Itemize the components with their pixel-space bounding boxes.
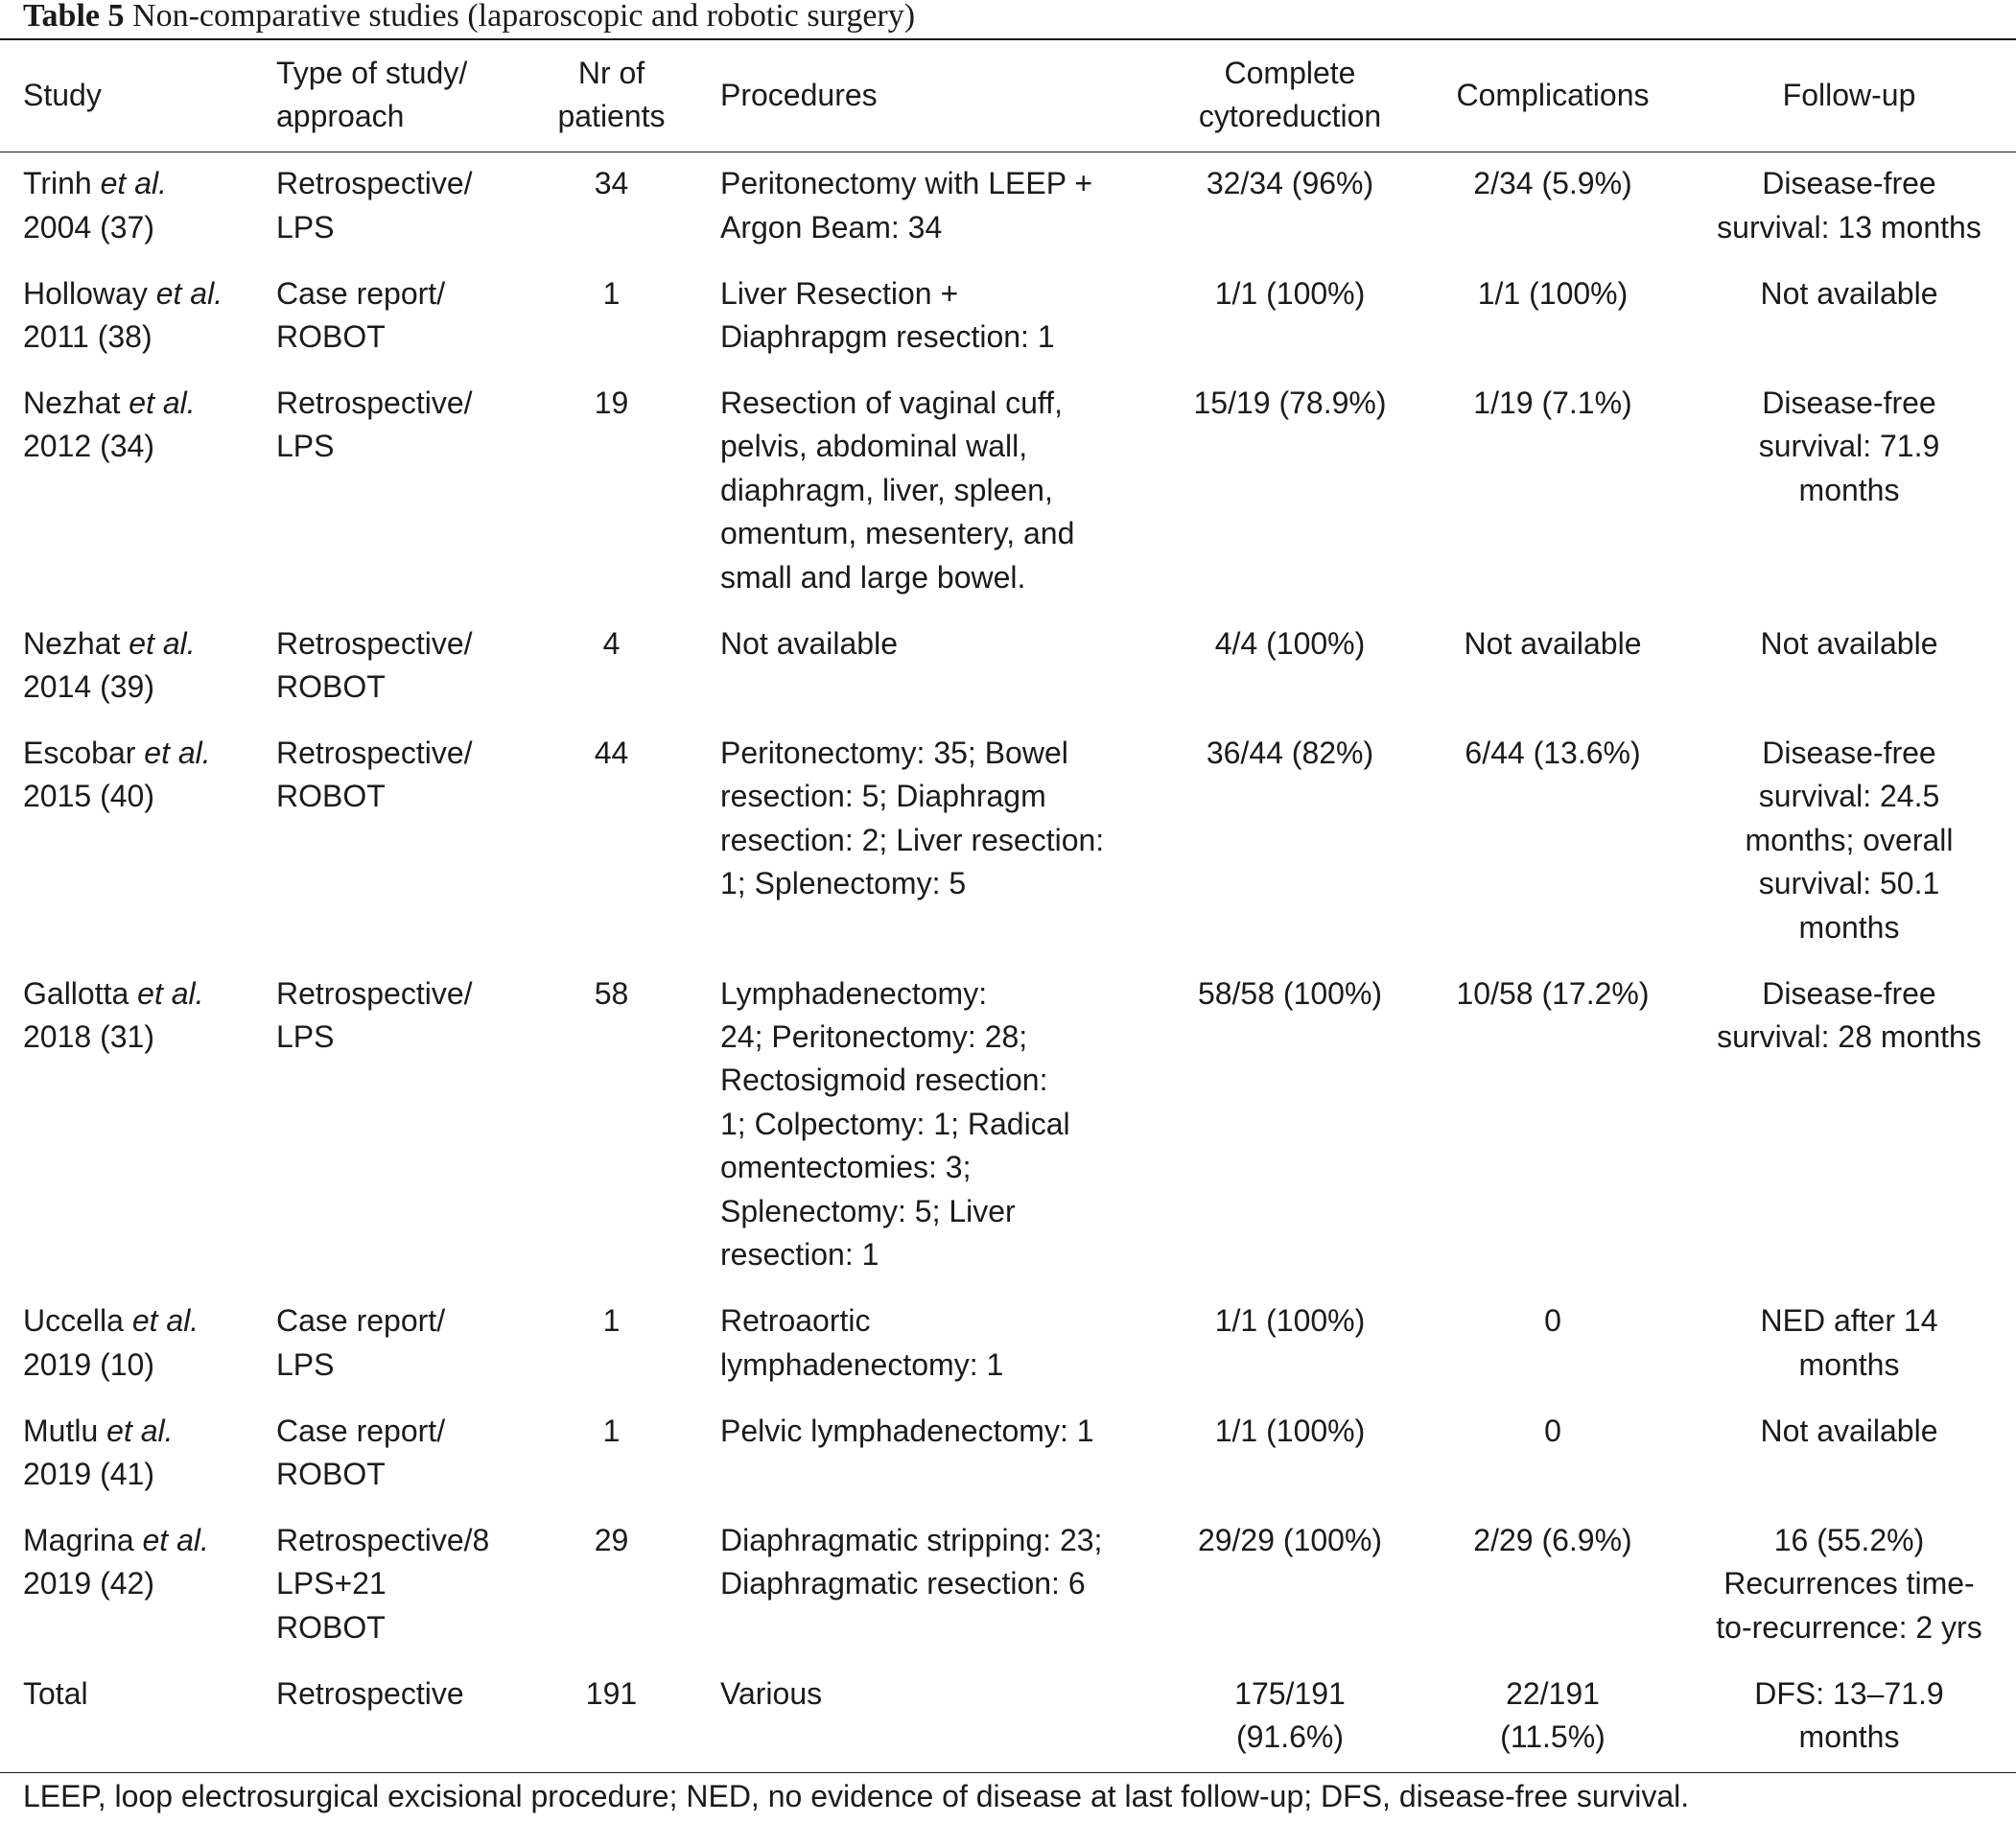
cell-line: Resection of vaginal cuff, [720, 386, 1063, 421]
column-header-cytoreduction [1146, 40, 1434, 152]
cell-procedures [686, 152, 1146, 262]
table-row [0, 962, 2016, 1289]
cell-study [0, 1290, 271, 1399]
cell-patients [537, 1508, 686, 1662]
cell-line: 15/19 (78.9%) [1193, 386, 1387, 421]
cell-type [271, 721, 537, 962]
cell-line: 1/1 (100%) [1214, 1303, 1366, 1339]
cell-cytoreduction [1146, 612, 1434, 721]
cell-line: Retrospective/ [276, 166, 473, 201]
header-line: approach [276, 99, 405, 134]
header-line: Nr of [577, 55, 645, 90]
cell-line: 2/34 (5.9%) [1473, 166, 1632, 201]
cell-line: Case report/ [276, 1413, 446, 1448]
cell-line: 175/191 [1234, 1675, 1346, 1711]
study-et-al: et al. [106, 1413, 174, 1448]
cell-line: 191 [585, 1675, 638, 1711]
cell-line: Not available [720, 625, 898, 661]
cell-line: Case report/ [276, 1303, 446, 1339]
study-reference: 2019 (42) [23, 1566, 154, 1601]
cell-line: months [1798, 1719, 1900, 1755]
cell-type [271, 1662, 537, 1771]
cell-line: ROBOT [276, 319, 386, 355]
cell-line: 4 [602, 625, 621, 661]
cell-patients [537, 612, 686, 721]
cell-line: ROBOT [276, 1456, 386, 1491]
cell-study [0, 1508, 271, 1662]
cell-line: Not available [1760, 275, 1938, 311]
study-et-al: et al. [131, 1303, 199, 1339]
study-et-al: et al. [144, 736, 211, 771]
cell-type [271, 371, 537, 612]
cell-complications [1434, 962, 1682, 1289]
cell-line: survival: 50.1 [1758, 866, 1940, 901]
cell-line: resection: 1 [720, 1237, 879, 1273]
cell-line: Disease-free [1762, 166, 1936, 201]
study-author: Mutlu [23, 1413, 99, 1448]
cell-cytoreduction [1146, 1508, 1434, 1662]
cell-study [0, 262, 271, 371]
header-line: Type of study/ [276, 55, 468, 90]
cell-line: 1/1 (100%) [1214, 275, 1366, 311]
cell-patients [537, 962, 686, 1289]
cell-line: 19 [594, 386, 629, 421]
cell-study [0, 1662, 271, 1771]
cell-line: Disease-free [1762, 736, 1936, 771]
cell-line: ROBOT [276, 669, 386, 705]
cell-cytoreduction [1146, 1662, 1434, 1771]
cell-line: survival: 28 months [1717, 1019, 1981, 1055]
cell-study [0, 612, 271, 721]
cell-type [271, 962, 537, 1289]
table-row [0, 371, 2016, 612]
table-label: Table 5 [23, 0, 125, 34]
cell-line: LPS [276, 1346, 335, 1382]
cell-line: 29 [594, 1522, 629, 1557]
cell-type [271, 1290, 537, 1399]
cell-line: Peritonectomy: 35; Bowel [720, 736, 1068, 771]
cell-patients [537, 1662, 686, 1771]
study-reference: 2004 (37) [23, 209, 154, 245]
table-row [0, 721, 2016, 962]
header-row [0, 40, 2016, 152]
study-author: Trinh [23, 166, 92, 201]
table-row [0, 1399, 2016, 1508]
cell-line: omentum, mesentery, and [720, 516, 1075, 551]
cell-complications [1434, 371, 1682, 612]
table-row-total [0, 1662, 2016, 1771]
cell-cytoreduction [1146, 1290, 1434, 1399]
cell-line: 2/29 (6.9%) [1473, 1522, 1632, 1557]
cell-follow-up [1682, 1662, 2016, 1771]
table-row [0, 1290, 2016, 1399]
cell-follow-up [1682, 371, 2016, 612]
study-author: Holloway [23, 275, 148, 311]
cell-procedures [686, 1662, 1146, 1771]
cell-line: Not available [1464, 625, 1642, 661]
cell-line: survival: 24.5 [1758, 779, 1940, 814]
cell-procedures [686, 721, 1146, 962]
study-et-al: et al. [142, 1522, 209, 1557]
cell-line: resection: 2; Liver resection: [720, 822, 1105, 857]
table-title: Non-comparative studies (laparoscopic and robotic surgery) [132, 0, 916, 34]
cell-line: Various [720, 1675, 823, 1711]
cell-cytoreduction [1146, 262, 1434, 371]
header-line: Complete [1224, 55, 1356, 90]
study-et-al: et al. [129, 386, 196, 421]
cell-line: survival: 71.9 [1758, 429, 1940, 464]
cell-line: 34 [594, 166, 629, 201]
cell-line: 10/58 (17.2%) [1456, 975, 1650, 1011]
cell-study [0, 1399, 271, 1508]
study-author: Magrina [23, 1522, 134, 1557]
cell-line: Case report/ [276, 275, 446, 311]
column-header-study [0, 40, 271, 152]
column-header-type [271, 40, 537, 152]
cell-line: survival: 13 months [1717, 209, 1981, 245]
table-caption [0, 0, 2016, 38]
cell-line: LPS [276, 1019, 335, 1055]
cell-line: 4/4 (100%) [1214, 625, 1366, 661]
cell-study [0, 721, 271, 962]
cell-line: Lymphadenectomy: [720, 975, 988, 1011]
cell-line: 1/1 (100%) [1477, 275, 1629, 311]
cell-follow-up [1682, 612, 2016, 721]
cell-line: NED after 14 [1760, 1303, 1938, 1339]
table-row [0, 262, 2016, 371]
study-author: Total [23, 1675, 88, 1711]
study-reference: 2019 (41) [23, 1456, 154, 1491]
cell-line: 0 [1544, 1413, 1561, 1448]
cell-complications [1434, 1662, 1682, 1771]
cell-follow-up [1682, 1290, 2016, 1399]
cell-line: LPS [276, 209, 335, 245]
cell-line: 29/29 (100%) [1197, 1522, 1383, 1557]
cell-line: lymphadenectomy: 1 [720, 1346, 1004, 1382]
cell-complications [1434, 1290, 1682, 1399]
cell-cytoreduction [1146, 1399, 1434, 1508]
cell-line: 0 [1544, 1303, 1561, 1339]
cell-procedures [686, 262, 1146, 371]
cell-line: Diaphragmatic stripping: 23; [720, 1522, 1103, 1557]
study-reference: 2019 (10) [23, 1346, 154, 1382]
cell-complications [1434, 612, 1682, 721]
cell-line: 32/34 (96%) [1206, 166, 1374, 201]
table-body [0, 152, 2016, 1772]
cell-patients [537, 721, 686, 962]
study-reference: 2014 (39) [23, 669, 154, 705]
study-author: Gallotta [23, 975, 129, 1011]
cell-line: 1 [602, 1303, 621, 1339]
cell-line: Recurrences time- [1723, 1566, 1975, 1601]
cell-line: 24; Peritonectomy: 28; [720, 1019, 1028, 1055]
cell-line: omentectomies: 3; [720, 1150, 972, 1185]
study-author-line [23, 382, 271, 425]
cell-line: months [1798, 1346, 1900, 1382]
cell-patients [537, 371, 686, 612]
studies-table [0, 40, 2016, 1772]
table-row [0, 612, 2016, 721]
cell-line: small and large bowel. [720, 559, 1026, 595]
cell-line: Not available [1760, 625, 1938, 661]
table-row [0, 152, 2016, 262]
cell-type [271, 1508, 537, 1662]
cell-type [271, 262, 537, 371]
study-author-line [23, 622, 271, 666]
cell-procedures [686, 1399, 1146, 1508]
cell-line: Retrospective [276, 1675, 464, 1711]
cell-line: Disease-free [1762, 975, 1936, 1011]
cell-follow-up [1682, 1508, 2016, 1662]
cell-line: 1; Splenectomy: 5 [720, 866, 967, 901]
header-line: Complications [1456, 77, 1650, 112]
column-header-follow-up [1682, 40, 2016, 152]
cell-line: Retrospective/ [276, 386, 473, 421]
cell-line: 1 [602, 275, 621, 311]
cell-complications [1434, 721, 1682, 962]
cell-patients [537, 1399, 686, 1508]
cell-line: 22/191 [1506, 1675, 1600, 1711]
cell-line: Peritonectomy with LEEP + [720, 166, 1093, 201]
cell-line: 58 [594, 975, 629, 1011]
study-et-al: et al. [155, 275, 223, 311]
cell-line: months; overall [1745, 822, 1954, 857]
header-line: Study [23, 77, 102, 112]
cell-line: months [1798, 909, 1900, 945]
cell-complications [1434, 1508, 1682, 1662]
cell-line: (91.6%) [1235, 1719, 1345, 1755]
cell-line: to-recurrence: 2 yrs [1716, 1609, 1982, 1645]
cell-line: pelvis, abdominal wall, [720, 429, 1028, 464]
cell-line: Retrospective/ [276, 625, 473, 661]
cell-line: Diaphrapgm resection: 1 [720, 319, 1055, 355]
study-reference: 2011 (38) [23, 319, 152, 355]
cell-line: Diaphragmatic resection: 6 [720, 1566, 1086, 1601]
cell-line: 58/58 (100%) [1197, 975, 1383, 1011]
study-et-al: et al. [137, 975, 204, 1011]
study-author-line [23, 272, 271, 316]
header-line: Procedures [720, 77, 878, 112]
study-author-line [23, 1299, 271, 1343]
cell-line: Liver Resection + [720, 275, 959, 311]
cell-line: 1 [602, 1413, 621, 1448]
study-author-line [23, 162, 271, 205]
table-footnote: LEEP, loop electrosurgical excisional procedure; NED, no evidence of disease at last follow-up; DFS, disease-free survival. [23, 1779, 1690, 1814]
cell-line: 1/19 (7.1%) [1473, 386, 1632, 421]
cell-line: 16 (55.2%) [1773, 1522, 1925, 1557]
cell-study [0, 371, 271, 612]
cell-follow-up [1682, 262, 2016, 371]
cell-procedures [686, 1508, 1146, 1662]
cell-line: Rectosigmoid resection: [720, 1063, 1048, 1098]
cell-patients [537, 152, 686, 262]
cell-line: DFS: 13–71.9 [1754, 1675, 1944, 1711]
study-et-al: et al. [100, 166, 167, 201]
cell-line: diaphragm, liver, spleen, [720, 472, 1053, 507]
cell-follow-up [1682, 962, 2016, 1289]
cell-type [271, 152, 537, 262]
cell-line: LPS [276, 429, 335, 464]
cell-line: Retrospective/ [276, 975, 473, 1011]
cell-complications [1434, 152, 1682, 262]
column-header-patients [537, 40, 686, 152]
cell-line: 6/44 (13.6%) [1465, 736, 1641, 771]
cell-line: ROBOT [276, 779, 386, 814]
cell-line: ROBOT [276, 1609, 386, 1645]
cell-line: Pelvic lymphadenectomy: 1 [720, 1413, 1094, 1448]
study-reference: 2012 (34) [23, 429, 154, 464]
cell-line: Retrospective/ [276, 736, 473, 771]
cell-complications [1434, 262, 1682, 371]
cell-complications [1434, 1399, 1682, 1508]
cell-procedures [686, 962, 1146, 1289]
study-author: Uccella [23, 1303, 124, 1339]
table-header [0, 40, 2016, 152]
column-header-complications [1434, 40, 1682, 152]
header-line: cytoreduction [1198, 99, 1382, 134]
cell-cytoreduction [1146, 721, 1434, 962]
study-et-al: et al. [129, 625, 196, 661]
cell-procedures [686, 612, 1146, 721]
cell-line: resection: 5; Diaphragm [720, 779, 1046, 814]
cell-line: Argon Beam: 34 [720, 209, 943, 245]
header-line: Follow-up [1782, 77, 1916, 112]
cell-patients [537, 1290, 686, 1399]
cell-type [271, 612, 537, 721]
study-author-line [23, 972, 271, 1016]
cell-line: LPS+21 [276, 1566, 387, 1601]
header-line: patients [557, 99, 666, 134]
study-reference: 2015 (40) [23, 779, 154, 814]
cell-line: Disease-free [1762, 386, 1936, 421]
cell-line: Retroaortic [720, 1303, 871, 1339]
study-author-line [23, 1410, 271, 1453]
study-author: Nezhat [23, 625, 121, 661]
cell-line: Not available [1760, 1413, 1938, 1448]
cell-line: 44 [594, 736, 629, 771]
study-reference: 2018 (31) [23, 1019, 154, 1055]
cell-line: Splenectomy: 5; Liver [720, 1193, 1016, 1228]
cell-line: 36/44 (82%) [1206, 736, 1374, 771]
cell-line: months [1798, 472, 1900, 507]
cell-cytoreduction [1146, 371, 1434, 612]
cell-study [0, 962, 271, 1289]
cell-follow-up [1682, 152, 2016, 262]
study-author: Escobar [23, 736, 136, 771]
cell-line: Retrospective/8 [276, 1522, 490, 1557]
cell-procedures [686, 371, 1146, 612]
cell-line: 1/1 (100%) [1214, 1413, 1366, 1448]
cell-type [271, 1399, 537, 1508]
cell-follow-up [1682, 721, 2016, 962]
cell-patients [537, 262, 686, 371]
cell-study [0, 152, 271, 262]
cell-follow-up [1682, 1399, 2016, 1508]
cell-cytoreduction [1146, 962, 1434, 1289]
cell-procedures [686, 1290, 1146, 1399]
study-author: Nezhat [23, 386, 121, 421]
study-author-line [23, 732, 271, 775]
study-author-line [23, 1519, 271, 1562]
cell-line: (11.5%) [1500, 1719, 1606, 1755]
cell-cytoreduction [1146, 152, 1434, 262]
cell-line: 1; Colpectomy: 1; Radical [720, 1106, 1070, 1141]
table-row [0, 1508, 2016, 1662]
column-header-procedures [686, 40, 1146, 152]
